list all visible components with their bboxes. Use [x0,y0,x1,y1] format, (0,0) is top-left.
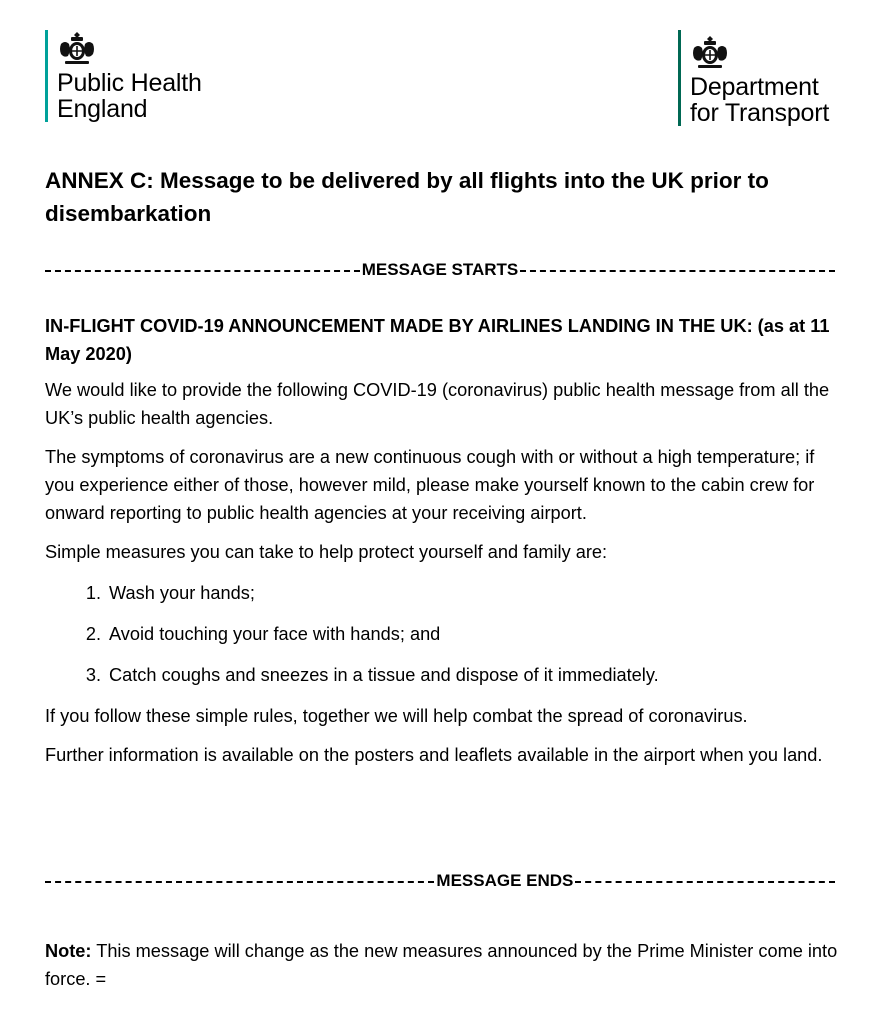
symptoms-paragraph: The symptoms of coronavirus are a new continuous cough with or without a high temperature; if you experience either of those, however mild, please make yourself known to the cabin crew for onward reporting to public health agencies at your receiving airport. [45,447,815,523]
dashed-rule-left [45,881,434,883]
intro-paragraph: We would like to provide the following COVID-19 (coronavirus) public health message from all the UK’s public health agencies. [45,380,830,428]
org-name-line-1: Public Health [57,69,202,97]
royal-crest-icon [690,34,730,70]
public-health-england-logo [45,30,202,122]
further-information-paragraph: Further information is available on the posters and leaflets available in the airport when you land. [45,745,823,765]
measures-list [45,579,845,689]
list-item [45,579,845,607]
department-for-transport-logo [678,30,829,126]
note-paragraph [45,937,845,993]
list-item-number: 1. [85,583,101,603]
list-item-text: Avoid touching your face with hands; and [109,624,441,644]
logo-accent-bar [678,30,681,126]
message-starts-divider [45,258,835,282]
follow-rules-paragraph: If you follow these simple rules, together we will help combat the spread of coronavirus. [45,706,748,726]
logo-accent-bar [45,30,48,122]
org-name-line-2: for Transport [690,99,830,127]
dashed-rule-right [575,881,835,883]
measures-intro: Simple measures you can take to help protect yourself and family are: [45,542,608,562]
org-name-line-2: England [57,95,148,123]
list-item [45,661,845,689]
list-item-text: Catch coughs and sneezes in a tissue and dispose of it immediately. [109,665,659,685]
message-ends-label: MESSAGE ENDS [436,871,574,890]
royal-crest-icon [57,30,97,66]
announcement-body [45,312,845,780]
note-label: Note: [45,941,92,961]
list-item [45,620,845,648]
note-text: This message will change as the new measures announced by the Prime Minister come into force. = [45,941,838,989]
list-item-text: Wash your hands; [109,583,255,603]
announcement-heading: IN-FLIGHT COVID-19 ANNOUNCEMENT MADE BY AIRLINES LANDING IN THE UK: (as at 11 May 2020) [45,316,830,364]
message-starts-label: MESSAGE STARTS [361,260,519,279]
dashed-rule-left [45,270,360,272]
dashed-rule-right [520,270,835,272]
list-item-number: 3. [85,665,101,685]
list-item-number: 2. [85,624,101,644]
annex-title: ANNEX C: Message to be delivered by all flights into the UK prior to disembarkation [45,168,769,226]
message-ends-divider [45,869,835,893]
org-name-line-1: Department [690,73,819,101]
